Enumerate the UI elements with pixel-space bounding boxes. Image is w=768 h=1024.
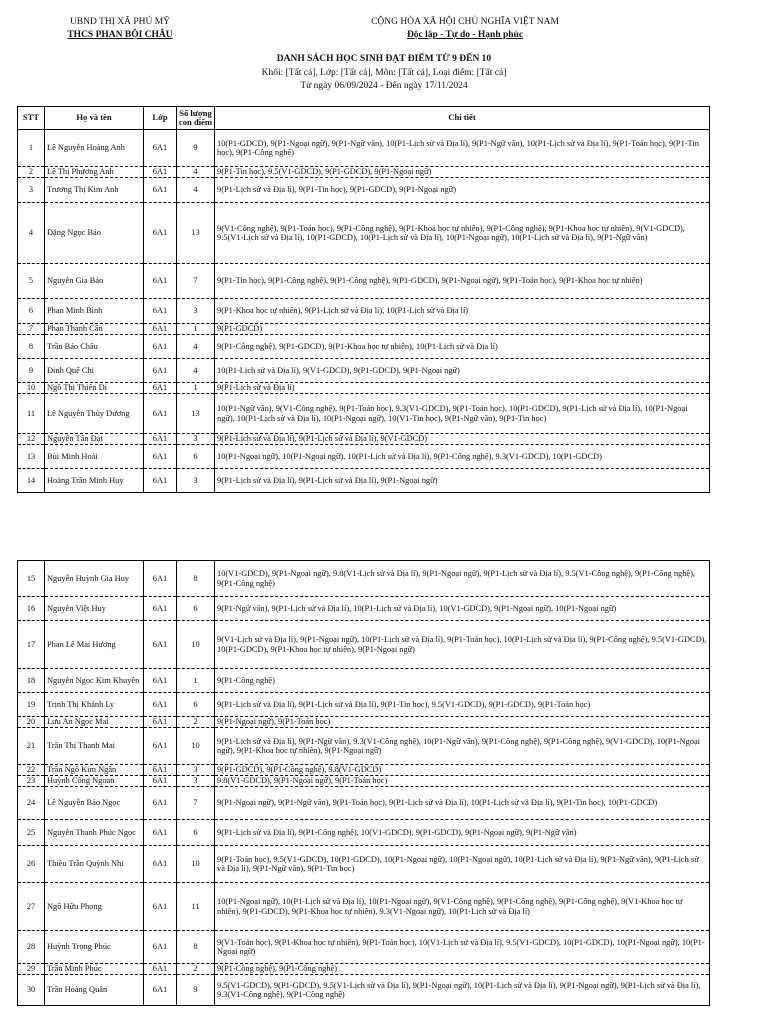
cell-stt: 8 [18, 335, 45, 359]
cell-stt: 9 [18, 359, 45, 383]
cell-class: 6A1 [144, 445, 177, 469]
table-row [18, 335, 710, 359]
table-row [18, 561, 710, 597]
cell-stt: 24 [18, 787, 45, 820]
nation-header [330, 16, 600, 42]
cell-stt: 25 [18, 820, 45, 846]
cell-stt: 14 [18, 469, 45, 493]
cell-name: Lê Nguyễn Bảo Ngọc [45, 787, 144, 820]
nation-line2: Độc lập - Tự do - Hạnh phúc [406, 30, 524, 40]
cell-stt: 4 [18, 203, 45, 264]
cell-name: Thiều Trần Quỳnh Nhi [45, 846, 144, 883]
cell-count: 4 [177, 167, 215, 178]
table-row [18, 621, 710, 669]
cell-class: 6A1 [144, 335, 177, 359]
cell-detail: 9(P1-Lịch sử và Địa lí), 9(P1-Tin học), 9(P1-GDCD), 9(P1-Ngoại ngữ) [215, 178, 710, 203]
col-class: Lớp [144, 107, 177, 130]
cell-stt: 11 [18, 394, 45, 434]
cell-stt: 5 [18, 264, 45, 299]
table-row [18, 669, 710, 693]
cell-class: 6A1 [144, 846, 177, 883]
cell-detail: 9(P1-Công nghệ) [215, 669, 710, 693]
cell-class: 6A1 [144, 597, 177, 621]
cell-count: 10 [177, 728, 215, 765]
cell-class: 6A1 [144, 693, 177, 717]
table-row [18, 434, 710, 445]
cell-detail: 9(P1-Lịch sử và Địa lí), 9(P1-Ngữ văn), 9.3(V1-Công nghệ), 10(P1-Ngữ văn), 9(P1-Công nghệ), 9(P1-Công nghệ), 9(V1-GDCD), 10(P1-Ngoại ngữ), 9(P1-Khoa học tự nhiên), 9(P1-Ngoại ngữ) [215, 728, 710, 765]
cell-count: 13 [177, 394, 215, 434]
cell-class: 6A1 [144, 621, 177, 669]
table-row [18, 324, 710, 335]
cell-name: Lê Nguyễn Thùy Dương [45, 394, 144, 434]
cell-stt: 3 [18, 178, 45, 203]
table-row [18, 964, 710, 975]
table-row [18, 776, 710, 787]
cell-count: 3 [177, 299, 215, 324]
cell-detail: 9(P1-Công nghệ), 9(P1-GDCD), 9(P1-Khoa học tự nhiên), 10(P1-Lịch sử và Địa lí) [215, 335, 710, 359]
cell-detail: 10(P1-Ngoại ngữ), 10(P1-Lịch sử và Địa lí), 10(P1-Ngoại ngữ), 9(V1-Công nghệ), 9(P1-Công nghệ), 9(P1-Công nghệ), 9(V1-Khoa học tự nhiên), 9(P1-GDCD), 9(P1-Khoa học tự nhiên), 9.3(V1-Ngoại ngữ), 10(P1-Lịch sử và Địa lí) [215, 883, 710, 931]
cell-stt: 6 [18, 299, 45, 324]
cell-stt: 18 [18, 669, 45, 693]
cell-count: 3 [177, 765, 215, 776]
cell-name: Đinh Quế Chi [45, 359, 144, 383]
col-stt: STT [18, 107, 45, 130]
table-row [18, 846, 710, 883]
cell-name: Hoàng Trần Minh Huy [45, 469, 144, 493]
table-row [18, 693, 710, 717]
cell-stt: 30 [18, 975, 45, 1006]
cell-count: 6 [177, 597, 215, 621]
cell-class: 6A1 [144, 264, 177, 299]
cell-name: Trần Minh Phúc [45, 964, 144, 975]
cell-name: Huỳnh Công Ngoan [45, 776, 144, 787]
cell-detail: 9(P1-Ngoại ngữ), 9(P1-Toán học) [215, 717, 710, 728]
cell-stt: 10 [18, 383, 45, 394]
cell-count: 6 [177, 445, 215, 469]
table-row [18, 299, 710, 324]
cell-count: 2 [177, 717, 215, 728]
cell-detail: 9(P1-Lịch sử và Địa lí), 9(P1-Công nghệ), 10(V1-GDCD), 9(P1-GDCD), 9(P1-Ngoại ngữ), 9(P1-Ngữ văn) [215, 820, 710, 846]
cell-class: 6A1 [144, 728, 177, 765]
student-table-page1 [17, 106, 710, 493]
cell-count: 3 [177, 434, 215, 445]
cell-stt: 16 [18, 597, 45, 621]
cell-stt: 26 [18, 846, 45, 883]
cell-class: 6A1 [144, 299, 177, 324]
cell-name: Phan Thanh Cần [45, 324, 144, 335]
cell-count: 7 [177, 787, 215, 820]
nation-line1: CỘNG HÒA XÃ HỘI CHỦ NGHĨA VIỆT NAM [371, 17, 559, 27]
cell-name: Lê Nguyễn Hoàng Anh [45, 130, 144, 167]
cell-name: Ngô Thị Thiên Di [45, 383, 144, 394]
cell-stt: 13 [18, 445, 45, 469]
cell-count: 6 [177, 693, 215, 717]
cell-count: 1 [177, 383, 215, 394]
cell-detail: 10(P1-GDCD), 9(P1-Ngoại ngữ), 9(P1-Ngữ văn), 10(P1-Lịch sử và Địa lí), 9(P1-Ngữ văn), 10(P1-Lịch sử và Địa lí), 9(P1-Toán học), 9(P1-Tin học), 9(P1-Công nghệ) [215, 130, 710, 167]
cell-name: Trương Thị Kim Anh [45, 178, 144, 203]
cell-count: 9 [177, 130, 215, 167]
cell-name: Trần Hoàng Quân [45, 975, 144, 1006]
cell-detail: 10(P1-Lịch sử và Địa lí), 9(V1-GDCD), 9(P1-GDCD), 9(P1-Ngoại ngữ) [215, 359, 710, 383]
cell-class: 6A1 [144, 324, 177, 335]
cell-stt: 17 [18, 621, 45, 669]
cell-count: 4 [177, 335, 215, 359]
cell-class: 6A1 [144, 359, 177, 383]
table-row [18, 597, 710, 621]
cell-name: Đặng Ngọc Bảo [45, 203, 144, 264]
table-row [18, 787, 710, 820]
cell-count: 3 [177, 776, 215, 787]
cell-class: 6A1 [144, 883, 177, 931]
cell-class: 6A1 [144, 383, 177, 394]
cell-count: 9 [177, 975, 215, 1006]
cell-class: 6A1 [144, 167, 177, 178]
cell-stt: 23 [18, 776, 45, 787]
table-row [18, 178, 710, 203]
cell-detail: 9(P1-Ngoại ngữ), 9(P1-Ngữ văn), 9(P1-Toán học), 9(P1-Lịch sử và Địa lí), 10(P1-Lịch sử và Địa lí), 9(P1-Tin học), 10(P1-GDCD) [215, 787, 710, 820]
cell-stt: 7 [18, 324, 45, 335]
table-row [18, 717, 710, 728]
cell-count: 3 [177, 469, 215, 493]
cell-detail: 9(P1-Khoa học tự nhiên), 9(P1-Lịch sử và Địa lí), 10(P1-Lịch sử và Địa lí) [215, 299, 710, 324]
cell-name: Trần Bảo Châu [45, 335, 144, 359]
cell-class: 6A1 [144, 394, 177, 434]
cell-class: 6A1 [144, 130, 177, 167]
cell-detail: 9(P1-Tin học), 9(P1-Công nghệ), 9(P1-Công nghệ), 9(P1-GDCD), 9(P1-Ngoại ngữ), 9(P1-Toán học), 9(P1-Khoa học tự nhiên) [215, 264, 710, 299]
col-count: Số lượng con điểm [177, 107, 215, 130]
student-table-page2 [17, 560, 710, 1006]
cell-name: Nguyễn Tấn Đạt [45, 434, 144, 445]
cell-class: 6A1 [144, 931, 177, 964]
cell-stt: 29 [18, 964, 45, 975]
table-row [18, 820, 710, 846]
cell-detail: 9(P1-Lịch sử và Địa lí), 9(P1-Lịch sử và Địa lí), 9(P1-Tin học), 9.5(V1-GDCD), 9(P1-GDCD), 9(P1-Toán học) [215, 693, 710, 717]
cell-count: 11 [177, 883, 215, 931]
cell-stt: 15 [18, 561, 45, 597]
cell-count: 4 [177, 178, 215, 203]
table-row [18, 883, 710, 931]
cell-detail: 9(P1-Lịch sử và Địa lí) [215, 383, 710, 394]
date-range: Từ ngày 06/09/2024 - Đến ngày 17/11/2024 [300, 81, 468, 91]
table-row [18, 264, 710, 299]
cell-class: 6A1 [144, 669, 177, 693]
cell-stt: 21 [18, 728, 45, 765]
cell-count: 4 [177, 359, 215, 383]
cell-stt: 1 [18, 130, 45, 167]
cell-count: 1 [177, 669, 215, 693]
cell-name: Nguyễn Huỳnh Gia Huy [45, 561, 144, 597]
cell-name: Lưu An Ngọc Mai [45, 717, 144, 728]
cell-detail: 9(P1-Công nghệ), 9(P1-Công nghệ) [215, 964, 710, 975]
cell-name: Trần Ngô Kim Ngân [45, 765, 144, 776]
cell-stt: 2 [18, 167, 45, 178]
cell-detail: 9(P1-Lịch sử và Địa lí), 9(P1-Lịch sử và Địa lí), 9(V1-GDCD) [215, 434, 710, 445]
cell-count: 2 [177, 964, 215, 975]
cell-class: 6A1 [144, 717, 177, 728]
cell-detail: 10(P1-Ngữ văn), 9(V1-Công nghệ), 9(P1-Toán học), 9.3(V1-GDCD), 9(P1-Toán học), 10(P1-GDCD), 9(P1-Lịch sử và Địa lí), 10(P1-Ngoại ngữ), 10(P1-Lịch sử và Địa lí), 10(P1-Ngoại ngữ), 10(V1-Tin học), 9(P1-Ngữ văn), 9(P1-Tin học) [215, 394, 710, 434]
cell-detail: 9.8(V1-GDCD), 9(P1-Ngoại ngữ), 9(P1-Toán học) [215, 776, 710, 787]
col-detail: Chi tiết [215, 107, 710, 130]
cell-detail: 9(P1-Ngữ văn), 9(P1-Lịch sử và Địa lí), 10(P1-Lịch sử và Địa lí), 10(V1-GDCD), 9(P1-Ngoại ngữ), 10(P1-Ngoại ngữ) [215, 597, 710, 621]
cell-count: 10 [177, 846, 215, 883]
cell-name: Phan Lê Mai Hương [45, 621, 144, 669]
cell-stt: 12 [18, 434, 45, 445]
cell-count: 6 [177, 820, 215, 846]
cell-class: 6A1 [144, 787, 177, 820]
table-row [18, 203, 710, 264]
table-row [18, 975, 710, 1006]
cell-detail: 9(P1-Lịch sử và Địa lí), 9(P1-Lịch sử và Địa lí), 9(P1-Ngoại ngữ) [215, 469, 710, 493]
cell-detail: 9(P1-GDCD) [215, 324, 710, 335]
filter-line: Khối: [Tất cả], Lớp: [Tất cả], Môn: [Tất cả], Loại điểm: [Tất cả] [261, 68, 507, 78]
cell-class: 6A1 [144, 469, 177, 493]
cell-detail: 9.5(V1-GDCD), 9(P1-GDCD), 9.5(V1-Lịch sử và Địa lí), 9(P1-Ngoại ngữ), 10(P1-Lịch sử và Địa lí), 9(P1-Ngoại ngữ), 9(P1-Lịch sử và Địa lí), 9.3(V1-Công nghệ), 9(P1-Công nghệ) [215, 975, 710, 1006]
cell-count: 8 [177, 931, 215, 964]
cell-count: 1 [177, 324, 215, 335]
cell-stt: 20 [18, 717, 45, 728]
table-row [18, 728, 710, 765]
cell-detail: 9(V1-Công nghệ), 9(P1-Toán học), 9(P1-Công nghệ), 9(P1-Khoa học tự nhiên), 9(P1-Công nghệ), 9(P1-Khoa học tự nhiên), 9(V1-GDCD), 9.5(V1-Lịch sử và Địa lí), 10(P1-GDCD), 10(P1-Lịch sử và Địa lí), 10(P1-Ngoại ngữ), 10(P1-Lịch sử và Địa lí), 9(P1-Ngữ văn) [215, 203, 710, 264]
cell-class: 6A1 [144, 561, 177, 597]
cell-class: 6A1 [144, 434, 177, 445]
cell-name: Lê Thị Phương Anh [45, 167, 144, 178]
table-row [18, 445, 710, 469]
cell-detail: 9(V1-Lịch sử và Địa lí), 9(P1-Ngoại ngữ), 10(P1-Lịch sử và Địa lí), 9(P1-Toán học), 10(P1-Lịch sử và Địa lí), 9(P1-Công nghệ), 9.5(V1-GDCD), 10(P1-GDCD), 9(P1-Khoa học tự nhiên), 9(P1-Ngoại ngữ) [215, 621, 710, 669]
cell-count: 13 [177, 203, 215, 264]
cell-count: 7 [177, 264, 215, 299]
table-row [18, 130, 710, 167]
cell-class: 6A1 [144, 765, 177, 776]
cell-count: 8 [177, 561, 215, 597]
cell-detail: 10(P1-Ngoại ngữ), 10(P1-Ngoại ngữ), 10(P1-Lịch sử và Địa lí), 9(P1-Công nghệ), 9.3(V1-GDCD), 10(P1-GDCD) [215, 445, 710, 469]
cell-stt: 28 [18, 931, 45, 964]
document-title: DANH SÁCH HỌC SINH ĐẠT ĐIỂM TỪ 9 ĐẾN 10 [276, 54, 492, 64]
cell-name: Bùi Minh Hoài [45, 445, 144, 469]
cell-name: Nguyễn Việt Huy [45, 597, 144, 621]
cell-name: Huỳnh Trọng Phúc [45, 931, 144, 964]
table-row [18, 765, 710, 776]
cell-class: 6A1 [144, 964, 177, 975]
cell-stt: 22 [18, 765, 45, 776]
cell-class: 6A1 [144, 776, 177, 787]
cell-detail: 10(V1-GDCD), 9(P1-Ngoại ngữ), 9.8(V1-Lịch sử và Địa lí), 9(P1-Ngoại ngữ), 9(P1-Lịch sử và Địa lí), 9.5(V1-Công nghệ), 9(P1-Công nghệ), 9(P1-Công nghệ) [215, 561, 710, 597]
org-line1: UBND THỊ XÃ PHÚ MỸ [69, 17, 171, 27]
table-row [18, 469, 710, 493]
table-row [18, 359, 710, 383]
table-row [18, 383, 710, 394]
cell-class: 6A1 [144, 820, 177, 846]
cell-name: Trần Thị Thanh Mai [45, 728, 144, 765]
cell-stt: 27 [18, 883, 45, 931]
cell-detail: 9(P1-Toán học), 9.5(V1-GDCD), 10(P1-GDCD), 10(P1-Ngoại ngữ), 10(P1-Ngoại ngữ), 10(P1-Lịch sử và Địa lí), 9(P1-Ngữ văn), 9(P1-Lịch sử và Địa lí), 9(P1-Ngữ văn), 9(P1-Tin học) [215, 846, 710, 883]
table-row [18, 394, 710, 434]
cell-stt: 19 [18, 693, 45, 717]
cell-name: Trịnh Thị Khánh Ly [45, 693, 144, 717]
cell-name: Phan Minh Bình [45, 299, 144, 324]
cell-detail: 9(P1-Tin học), 9.5(V1-GDCD), 9(P1-GDCD), 9(P1-Ngoại ngữ) [215, 167, 710, 178]
cell-name: Ngô Hữu Phong [45, 883, 144, 931]
cell-detail: 9(P1-GDCD), 9(P1-Công nghệ), 9.8(V1-GDCD) [215, 765, 710, 776]
cell-name: Nguyễn Gia Bảo [45, 264, 144, 299]
cell-count: 10 [177, 621, 215, 669]
table-row [18, 167, 710, 178]
cell-class: 6A1 [144, 178, 177, 203]
table-row [18, 931, 710, 964]
org-line2: THCS PHAN BỘI CHÂU [67, 30, 173, 40]
cell-detail: 9(V1-Toán học), 9(P1-Khoa học tự nhiên), 9(P1-Toán học), 10(V1-Lịch sử và Địa lí), 9.5(V1-GDCD), 10(P1-GDCD), 10(P1-Ngoại ngữ), 10(P1-Ngoại ngữ) [215, 931, 710, 964]
col-name: Họ và tên [45, 107, 144, 130]
cell-class: 6A1 [144, 203, 177, 264]
cell-class: 6A1 [144, 975, 177, 1006]
cell-name: Nguyễn Thanh Phúc Ngọc [45, 820, 144, 846]
school-header [40, 16, 200, 42]
cell-name: Nguyễn Ngọc Kim Khuyên [45, 669, 144, 693]
